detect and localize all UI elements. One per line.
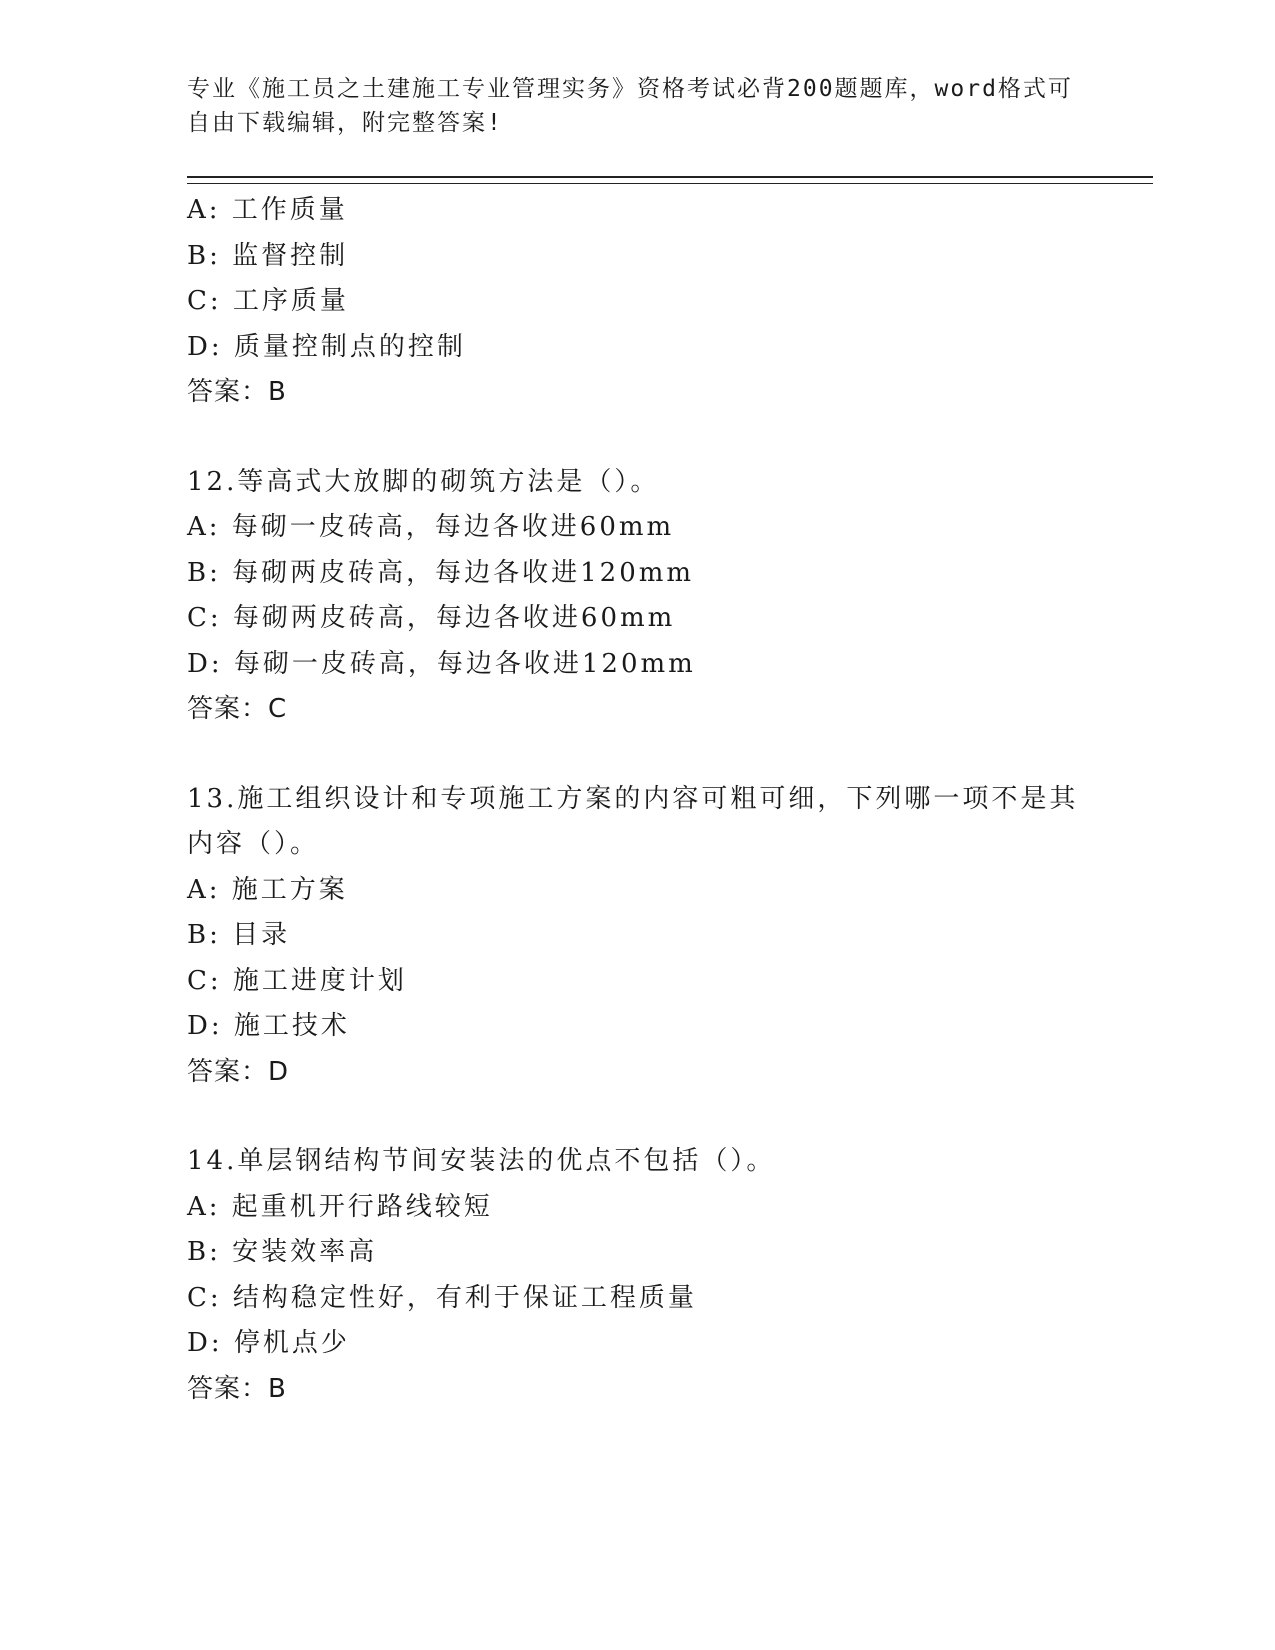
option-b: B: 安装效率高 [187,1237,378,1267]
option-c: C: 施工进度计划 [187,965,407,996]
question-block-12 [187,460,1147,733]
option-b: B: 每砌两皮砖高，每边各收进120mm [187,557,695,588]
answer: 答案：C [187,694,288,724]
option-a: A: 起重机开行路线较短 [187,1191,493,1222]
question-text: 12.等高式大放脚的砌筑方法是（）。 [187,466,660,497]
option-b: B: 监督控制 [187,240,349,271]
option-a: A: 工作质量 [187,195,348,225]
answer: 答案：B [187,1373,287,1404]
question-list [187,188,1147,1412]
option-a: A: 施工方案 [187,874,348,905]
question-text: 14.单层钢结构节间安装法的优点不包括（）。 [187,1146,776,1176]
option-d: D: 停机点少 [187,1328,350,1358]
option-d: D: 施工技术 [187,1011,350,1041]
question-block-13 [187,777,1147,1096]
answer: 答案：B [187,377,287,407]
option-d: D: 质量控制点的控制 [187,331,466,362]
option-c: C: 工序质量 [187,286,349,316]
option-d: D: 每砌一皮砖高，每边各收进120mm [187,648,696,679]
question-block-14 [187,1139,1147,1412]
option-c: C: 每砌两皮砖高，每边各收进60mm [187,603,676,633]
header-divider [187,176,1153,184]
question-text: 13.施工组织设计和专项施工方案的内容可粗可细，下列哪一项不是其内容（）。 [187,783,1079,859]
page-header: 专业《施工员之土建施工专业管理实务》资格考试必背200题题库，word格式可自由下载编辑，附完整答案! [187,76,1073,136]
question-block-11-tail [187,188,1147,416]
option-b: B: 目录 [187,920,291,950]
answer: 答案：D [187,1056,290,1087]
option-a: A: 每砌一皮砖高，每边各收进60mm [187,512,675,542]
option-c: C: 结构稳定性好，有利于保证工程质量 [187,1282,697,1313]
